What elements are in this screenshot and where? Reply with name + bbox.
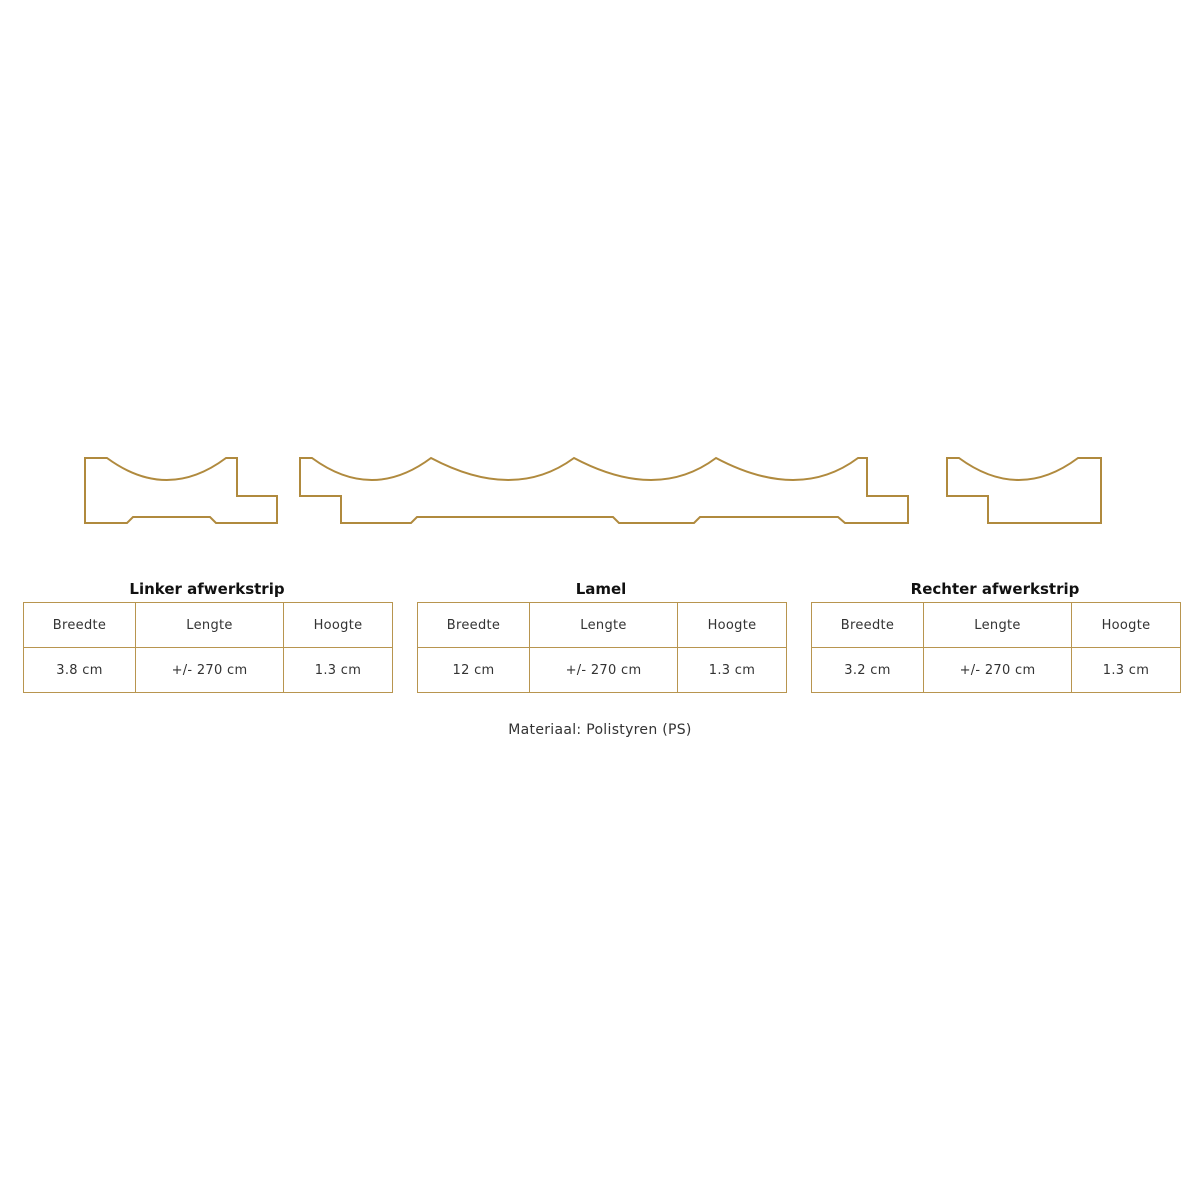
header-hoogte: Hoogte <box>284 603 393 648</box>
rechter-afwerkstrip-spec <box>811 576 1179 693</box>
spec-table <box>23 602 393 693</box>
header-lengte: Lengte <box>924 603 1072 648</box>
header-hoogte: Hoogte <box>678 603 787 648</box>
table-value-row <box>812 648 1181 693</box>
header-lengte: Lengte <box>530 603 678 648</box>
spec-title: Linker afwerkstrip <box>129 580 285 598</box>
value-hoogte: 1.3 cm <box>284 648 393 693</box>
table-header-row <box>812 603 1181 648</box>
value-hoogte: 1.3 cm <box>678 648 787 693</box>
header-breedte: Breedte <box>418 603 530 648</box>
value-breedte: 3.2 cm <box>812 648 924 693</box>
value-lengte: +/- 270 cm <box>136 648 284 693</box>
header-breedte: Breedte <box>24 603 136 648</box>
header-lengte: Lengte <box>136 603 284 648</box>
spec-table <box>417 602 787 693</box>
value-breedte: 12 cm <box>418 648 530 693</box>
value-lengte: +/- 270 cm <box>530 648 678 693</box>
linker-afwerkstrip-spec <box>23 576 391 693</box>
table-value-row <box>418 648 787 693</box>
linker-afwerkstrip-profile <box>85 458 277 523</box>
value-breedte: 3.8 cm <box>24 648 136 693</box>
table-header-row <box>24 603 393 648</box>
header-hoogte: Hoogte <box>1072 603 1181 648</box>
material-note: Materiaal: Polistyren (PS) <box>508 722 692 738</box>
value-lengte: +/- 270 cm <box>924 648 1072 693</box>
rechter-afwerkstrip-profile <box>947 458 1101 523</box>
value-hoogte: 1.3 cm <box>1072 648 1181 693</box>
spec-title: Rechter afwerkstrip <box>910 580 1080 598</box>
table-header-row <box>418 603 787 648</box>
header-breedte: Breedte <box>812 603 924 648</box>
lamel-profile <box>300 458 908 523</box>
spec-title: Lamel <box>575 580 627 598</box>
lamel-spec <box>417 576 785 693</box>
spec-table <box>811 602 1181 693</box>
table-value-row <box>24 648 393 693</box>
